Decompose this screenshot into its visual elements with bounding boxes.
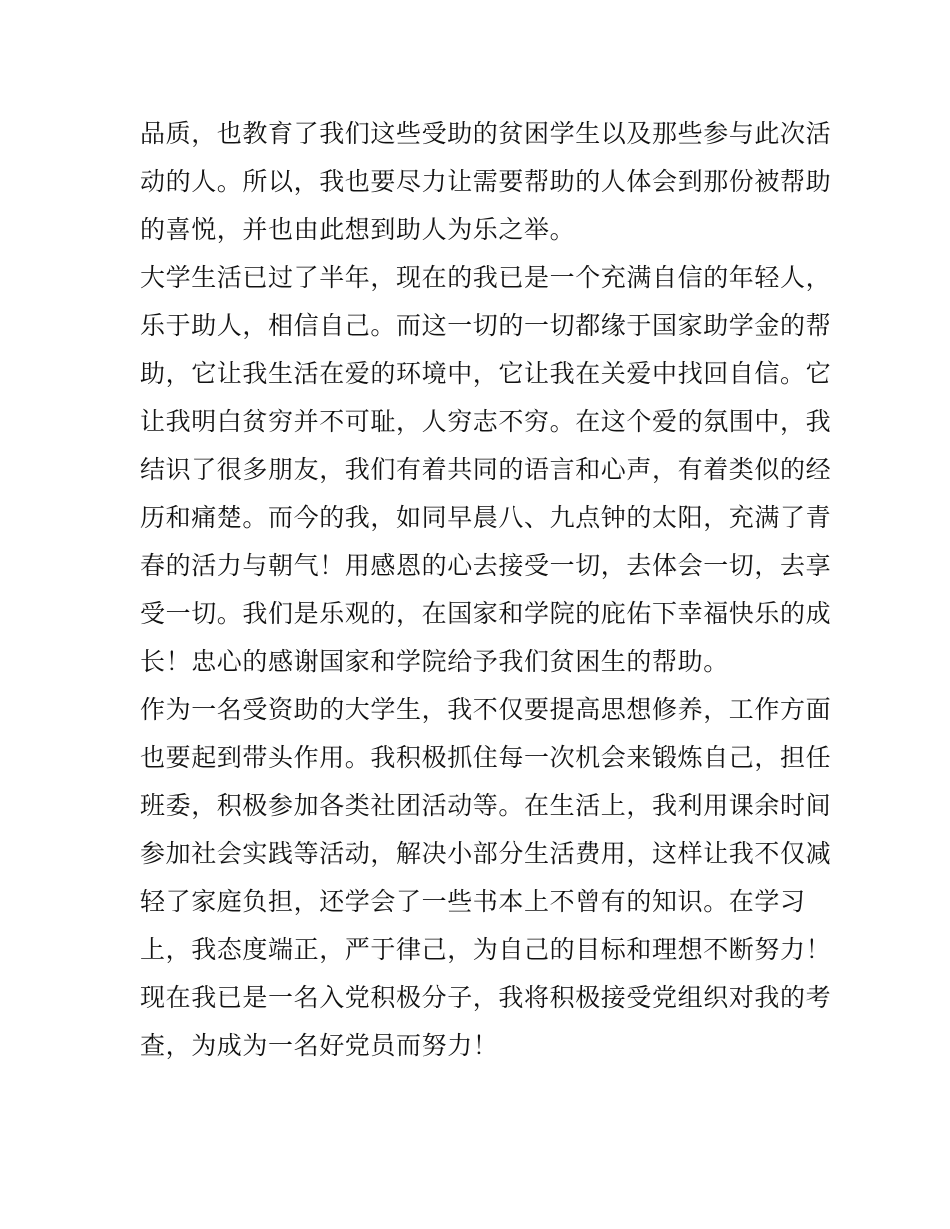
text-line: 现在我已是一名入党积极分子，我将积极接受党组织对我的考 [140, 983, 832, 1012]
text-line: 作为一名受资助的大学生，我不仅要提高思想修养，工作方面 [140, 695, 832, 724]
text-line: 品质，也教育了我们这些受助的贫困学生以及那些参与此次活 [140, 119, 832, 148]
text-line: 历和痛楚。而今的我，如同早晨八、九点钟的太阳，充满了青 [140, 503, 832, 532]
text-line: 长！忠心的感谢国家和学院给予我们贫困生的帮助。 [140, 647, 729, 676]
document-body [140, 110, 832, 1070]
text-line: 的喜悦，并也由此想到助人为乐之举。 [140, 215, 576, 244]
text-line: 助，它让我生活在爱的环境中，它让我在关爱中找回自信。它 [140, 359, 832, 388]
text-line: 参加社会实践等活动，解决小部分生活费用，这样让我不仅减 [140, 839, 832, 868]
text-line: 乐于助人，相信自己。而这一切的一切都缘于国家助学金的帮 [140, 311, 832, 340]
text-line: 轻了家庭负担，还学会了一些书本上不曾有的知识。在学习 [140, 887, 806, 916]
text-line: 动的人。所以，我也要尽力让需要帮助的人体会到那份被帮助 [140, 167, 832, 196]
text-line: 受一切。我们是乐观的，在国家和学院的庇佑下幸福快乐的成 [140, 599, 832, 628]
text-line: 结识了很多朋友，我们有着共同的语言和心声，有着类似的经 [140, 455, 832, 484]
text-line: 班委，积极参加各类社团活动等。在生活上，我利用课余时间 [140, 791, 832, 820]
text-line: 春的活力与朝气！用感恩的心去接受一切，去体会一切，去享 [140, 551, 832, 580]
text-line: 大学生活已过了半年，现在的我已是一个充满自信的年轻人， [140, 263, 832, 292]
text-line: 也要起到带头作用。我积极抓住每一次机会来锻炼自己，担任 [140, 743, 832, 772]
text-line: 查，为成为一名好党员而努力！ [140, 1031, 499, 1060]
text-line: 让我明白贫穷并不可耻，人穷志不穷。在这个爱的氛围中，我 [140, 407, 832, 436]
text-line: 上，我态度端正，严于律己，为自己的目标和理想不断努力！ [140, 935, 832, 964]
